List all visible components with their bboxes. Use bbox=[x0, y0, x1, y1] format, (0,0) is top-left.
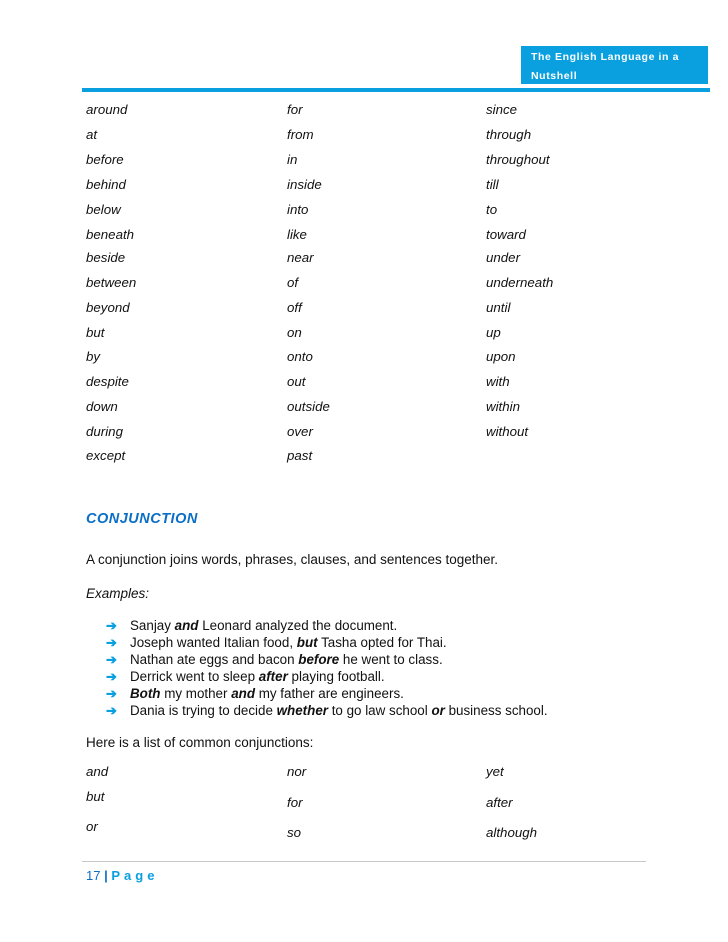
preposition-row bbox=[86, 300, 646, 320]
preposition-cell: from bbox=[287, 127, 314, 142]
conjunction-cell: or bbox=[86, 819, 98, 834]
preposition-cell: behind bbox=[86, 177, 126, 192]
preposition-cell: below bbox=[86, 202, 121, 217]
preposition-row bbox=[86, 275, 646, 295]
preposition-cell: between bbox=[86, 275, 137, 290]
example-text: Nathan ate eggs and bacon bbox=[130, 652, 299, 667]
preposition-cell: at bbox=[86, 127, 98, 142]
preposition-row bbox=[86, 227, 646, 247]
conjunction-keyword: Both bbox=[130, 686, 161, 701]
example-text: business school. bbox=[444, 703, 548, 718]
preposition-cell: under bbox=[486, 250, 521, 265]
preposition-row bbox=[86, 448, 646, 468]
example-text: he went to class. bbox=[339, 652, 443, 667]
conjunction-cell: and bbox=[86, 764, 109, 779]
example-text: Sanjay bbox=[130, 618, 175, 633]
page-label: Page bbox=[111, 868, 159, 883]
example-item bbox=[106, 685, 548, 702]
example-text: Leonard analyzed the document. bbox=[198, 618, 398, 633]
conjunction-cell: nor bbox=[287, 764, 307, 779]
example-text: Dania is trying to decide bbox=[130, 703, 277, 718]
preposition-row bbox=[86, 152, 646, 172]
example-item bbox=[106, 668, 548, 685]
conjunction-keyword: after bbox=[258, 669, 288, 684]
footer-rule bbox=[82, 861, 646, 862]
preposition-cell: except bbox=[86, 448, 126, 463]
preposition-cell: like bbox=[287, 227, 307, 242]
preposition-row bbox=[86, 374, 646, 394]
example-text: my father are engineers. bbox=[255, 686, 404, 701]
preposition-cell: into bbox=[287, 202, 309, 217]
preposition-cell: through bbox=[486, 127, 532, 142]
preposition-cell: down bbox=[86, 399, 118, 414]
header-title-box bbox=[521, 46, 708, 84]
arrow-bullet-icon: ➔ bbox=[106, 686, 117, 701]
page-footer bbox=[86, 868, 158, 883]
preposition-cell: without bbox=[486, 424, 529, 439]
preposition-cell: past bbox=[287, 448, 313, 463]
conjunction-keyword: whether bbox=[276, 703, 328, 718]
preposition-cell: till bbox=[486, 177, 499, 192]
conjunction-keyword: or bbox=[431, 703, 445, 718]
preposition-cell: outside bbox=[287, 399, 330, 414]
preposition-cell: since bbox=[486, 102, 518, 117]
preposition-cell: near bbox=[287, 250, 314, 265]
preposition-cell: off bbox=[287, 300, 302, 315]
example-text: my mother bbox=[160, 686, 232, 701]
preposition-cell: despite bbox=[86, 374, 129, 389]
preposition-row bbox=[86, 102, 646, 122]
arrow-bullet-icon: ➔ bbox=[106, 635, 117, 650]
header-rule bbox=[82, 88, 710, 92]
footer-separator: | bbox=[104, 868, 108, 883]
preposition-row bbox=[86, 177, 646, 197]
example-text: to go law school bbox=[327, 703, 432, 718]
example-item bbox=[106, 634, 548, 651]
preposition-cell: for bbox=[287, 102, 303, 117]
example-text: playing football. bbox=[287, 669, 385, 684]
preposition-cell: inside bbox=[287, 177, 322, 192]
preposition-cell: upon bbox=[486, 349, 516, 364]
arrow-bullet-icon: ➔ bbox=[106, 618, 117, 633]
example-text: Tasha opted for Thai. bbox=[317, 635, 447, 650]
preposition-cell: onto bbox=[287, 349, 313, 364]
conjunction-keyword: and bbox=[174, 618, 199, 633]
conjunction-row bbox=[86, 819, 646, 845]
conjunction-keyword: before bbox=[298, 652, 340, 667]
preposition-cell: throughout bbox=[486, 152, 550, 167]
preposition-cell: out bbox=[287, 374, 306, 389]
preposition-cell: by bbox=[86, 349, 101, 364]
example-item bbox=[106, 617, 548, 634]
arrow-bullet-icon: ➔ bbox=[106, 652, 117, 667]
conjunction-cell: so bbox=[287, 825, 302, 840]
arrow-bullet-icon: ➔ bbox=[106, 703, 117, 718]
preposition-cell: of bbox=[287, 275, 299, 290]
preposition-cell: in bbox=[287, 152, 298, 167]
preposition-cell: beneath bbox=[86, 227, 135, 242]
example-item bbox=[106, 651, 548, 668]
preposition-row bbox=[86, 424, 646, 444]
preposition-cell: during bbox=[86, 424, 123, 439]
preposition-cell: beside bbox=[86, 250, 126, 265]
preposition-cell: over bbox=[287, 424, 313, 439]
preposition-row bbox=[86, 127, 646, 147]
list-intro-text: Here is a list of common conjunctions: bbox=[86, 735, 314, 750]
section-title: CONJUNCTION bbox=[86, 511, 198, 527]
example-text: Derrick went to sleep bbox=[130, 669, 259, 684]
conjunction-row bbox=[86, 789, 646, 815]
preposition-cell: underneath bbox=[486, 275, 554, 290]
conjunction-cell: after bbox=[486, 795, 513, 810]
header-title-line1: The English Language in a bbox=[531, 51, 680, 63]
preposition-cell: up bbox=[486, 325, 501, 340]
examples-label: Examples: bbox=[86, 586, 150, 601]
preposition-cell: until bbox=[486, 300, 511, 315]
preposition-cell: beyond bbox=[86, 300, 130, 315]
preposition-cell: to bbox=[486, 202, 498, 217]
preposition-cell: within bbox=[486, 399, 520, 414]
preposition-cell: before bbox=[86, 152, 124, 167]
example-text: Joseph wanted Italian food, bbox=[130, 635, 297, 650]
examples-list bbox=[106, 617, 548, 719]
conjunction-keyword: and bbox=[231, 686, 255, 701]
preposition-cell: around bbox=[86, 102, 128, 117]
arrow-bullet-icon: ➔ bbox=[106, 669, 117, 684]
preposition-row bbox=[86, 202, 646, 222]
conjunction-cell: for bbox=[287, 795, 303, 810]
definition-text: A conjunction joins words, phrases, clauses, and sentences together. bbox=[86, 552, 499, 567]
conjunction-keyword: but bbox=[296, 635, 318, 650]
page-number: 17 bbox=[86, 868, 101, 883]
preposition-row bbox=[86, 250, 646, 270]
preposition-row bbox=[86, 349, 646, 369]
preposition-cell: with bbox=[486, 374, 510, 389]
preposition-cell: on bbox=[287, 325, 302, 340]
conjunction-cell: yet bbox=[486, 764, 504, 779]
preposition-cell: toward bbox=[486, 227, 526, 242]
preposition-row bbox=[86, 325, 646, 345]
conjunction-cell: although bbox=[486, 825, 538, 840]
conjunction-cell: but bbox=[86, 789, 105, 804]
example-item bbox=[106, 702, 548, 719]
preposition-cell: but bbox=[86, 325, 105, 340]
preposition-row bbox=[86, 399, 646, 419]
conjunction-row bbox=[86, 764, 646, 784]
header-title-line2: Nutshell bbox=[531, 70, 578, 82]
